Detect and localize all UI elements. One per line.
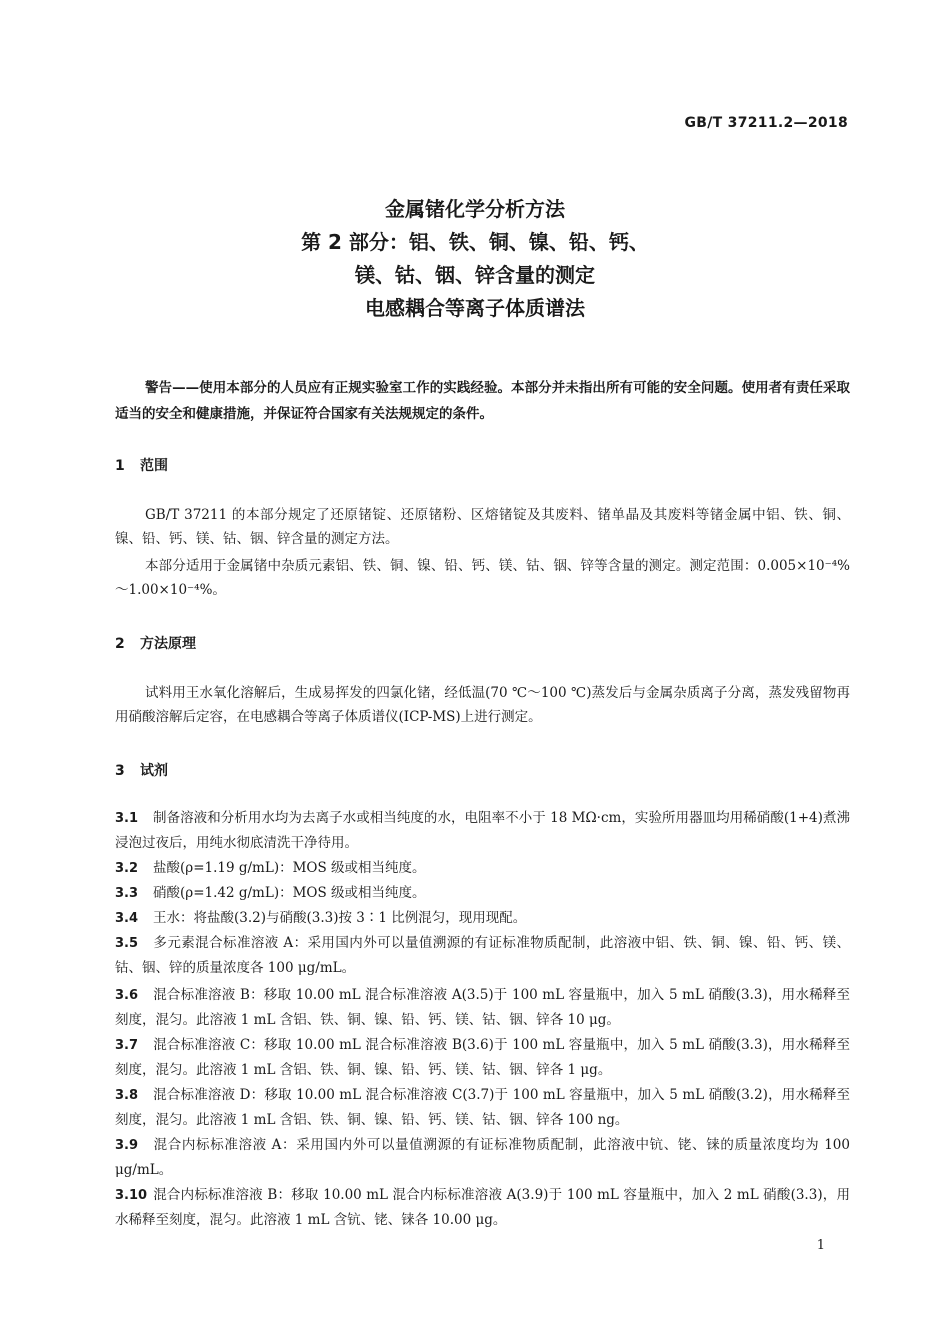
clause-3-4 <box>115 906 850 931</box>
title-line-2: 第 2 部分：铝、铁、铜、镍、铅、钙、 <box>301 230 649 254</box>
clause-number: 3.6 <box>115 988 139 1003</box>
clause-number: 3.10 <box>115 1188 148 1203</box>
section-heading-reagents <box>115 760 168 780</box>
clause-text: 混合标准溶液 C：移取 10.00 mL 混合标准溶液 B(3.6)于 100 mL 容量瓶中，加入 5 mL 硝酸(3.3)，用水稀释至刻度，混匀。此溶液 1 mL 含铝、铁、铜、镍、铅、钙、镁、钴、铟、锌各 1 μg。 <box>115 1037 850 1078</box>
clause-number: 3.2 <box>115 861 139 876</box>
clause-number: 3.7 <box>115 1038 139 1053</box>
title-line-3: 镁、钴、铟、锌含量的测定 <box>355 263 595 287</box>
section-heading-principle <box>115 633 196 653</box>
clause-text: 制备溶液和分析用水均为去离子水或相当纯度的水，电阻率不小于 18 MΩ·cm，实验所用器皿均用稀硝酸(1+4)煮沸浸泡过夜后，用纯水彻底清洗干净待用。 <box>115 810 850 851</box>
clause-text: 混合标准溶液 D：移取 10.00 mL 混合标准溶液 C(3.7)于 100 mL 容量瓶中，加入 5 mL 硝酸(3.2)，用水稀释至刻度，混匀。此溶液 1 mL 含铝、铁、铜、镍、铅、钙、镁、钴、铟、锌各 100 ng。 <box>115 1087 850 1128</box>
clause-3-3 <box>115 881 850 906</box>
section-number: 1 <box>115 458 125 474</box>
clause-text: 王水：将盐酸(3.2)与硝酸(3.3)按 3∶1 比例混匀，现用现配。 <box>153 910 527 926</box>
clause-number: 3.5 <box>115 936 139 951</box>
clause-3-8 <box>115 1083 850 1132</box>
page-number: 1 <box>816 1238 825 1253</box>
principle-paragraph: 试料用王水氧化溶解后，生成易挥发的四氯化锗，经低温(70 ℃～100 ℃)蒸发后与金属杂质离子分离，蒸发残留物再用硝酸溶解后定容，在电感耦合等离子体质谱仪(ICP-MS)上进行测定。 <box>115 685 850 725</box>
clause-number: 3.4 <box>115 911 139 926</box>
warning-paragraph: 警告——使用本部分的人员应有正规实验室工作的实践经验。本部分并未指出所有可能的安全问题。使用者有责任采取适当的安全和健康措施，并保证符合国家有关法规规定的条件。 <box>115 380 850 422</box>
section-number: 2 <box>115 636 125 652</box>
clause-3-9 <box>115 1133 850 1182</box>
clause-text: 盐酸(ρ=1.19 g/mL)：MOS 级或相当纯度。 <box>153 860 426 876</box>
clause-3-10 <box>115 1183 850 1232</box>
clause-text: 硝酸(ρ=1.42 g/mL)：MOS 级或相当纯度。 <box>153 885 426 901</box>
document-title <box>0 193 950 325</box>
section-heading-scope <box>115 455 168 475</box>
clause-number: 3.3 <box>115 886 139 901</box>
title-line-1: 金属锗化学分析方法 <box>385 197 565 221</box>
scope-paragraph-2: 本部分适用于金属锗中杂质元素铝、铁、铜、镍、铅、钙、镁、钴、铟、锌等含量的测定。测定范围：0.005×10⁻⁴%～1.00×10⁻⁴%。 <box>115 558 850 598</box>
clause-3-7 <box>115 1033 850 1082</box>
section-title: 方法原理 <box>140 636 196 652</box>
clause-text: 混合内标标准溶液 A：采用国内外可以量值溯源的有证标准物质配制，此溶液中钪、铑、铼的质量浓度均为 100 μg/mL。 <box>115 1137 850 1178</box>
clause-number: 3.9 <box>115 1138 139 1153</box>
clause-3-6 <box>115 983 850 1032</box>
scope-paragraph-1: GB/T 37211 的本部分规定了还原锗锭、还原锗粉、区熔锗锭及其废料、锗单晶及其废料等锗金属中铝、铁、铜、镍、铅、钙、镁、钴、铟、锌含量的测定方法。 <box>115 507 850 547</box>
clause-number: 3.1 <box>115 811 139 826</box>
clause-text: 多元素混合标准溶液 A：采用国内外可以量值溯源的有证标准物质配制，此溶液中铝、铁、铜、镍、铅、钙、镁、钴、铟、锌的质量浓度各 100 μg/mL。 <box>115 935 850 976</box>
standard-number: GB/T 37211.2—2018 <box>684 115 848 131</box>
clause-3-1 <box>115 806 850 855</box>
clause-3-2 <box>115 856 850 881</box>
section-title: 范围 <box>140 458 168 474</box>
section-number: 3 <box>115 763 125 779</box>
clause-3-5 <box>115 931 850 980</box>
title-line-4: 电感耦合等离子体质谱法 <box>365 296 585 320</box>
clause-text: 混合标准溶液 B：移取 10.00 mL 混合标准溶液 A(3.5)于 100 mL 容量瓶中，加入 5 mL 硝酸(3.3)，用水稀释至刻度，混匀。此溶液 1 mL 含铝、铁、铜、镍、铅、钙、镁、钴、铟、锌各 10 μg。 <box>115 987 850 1028</box>
section-title: 试剂 <box>140 763 168 779</box>
clause-text: 混合内标标准溶液 B：移取 10.00 mL 混合内标标准溶液 A(3.9)于 100 mL 容量瓶中，加入 2 mL 硝酸(3.3)，用水稀释至刻度，混匀。此溶液 1 mL 含钪、铑、铼各 10.00 μg。 <box>115 1187 850 1228</box>
clause-number: 3.8 <box>115 1088 139 1103</box>
